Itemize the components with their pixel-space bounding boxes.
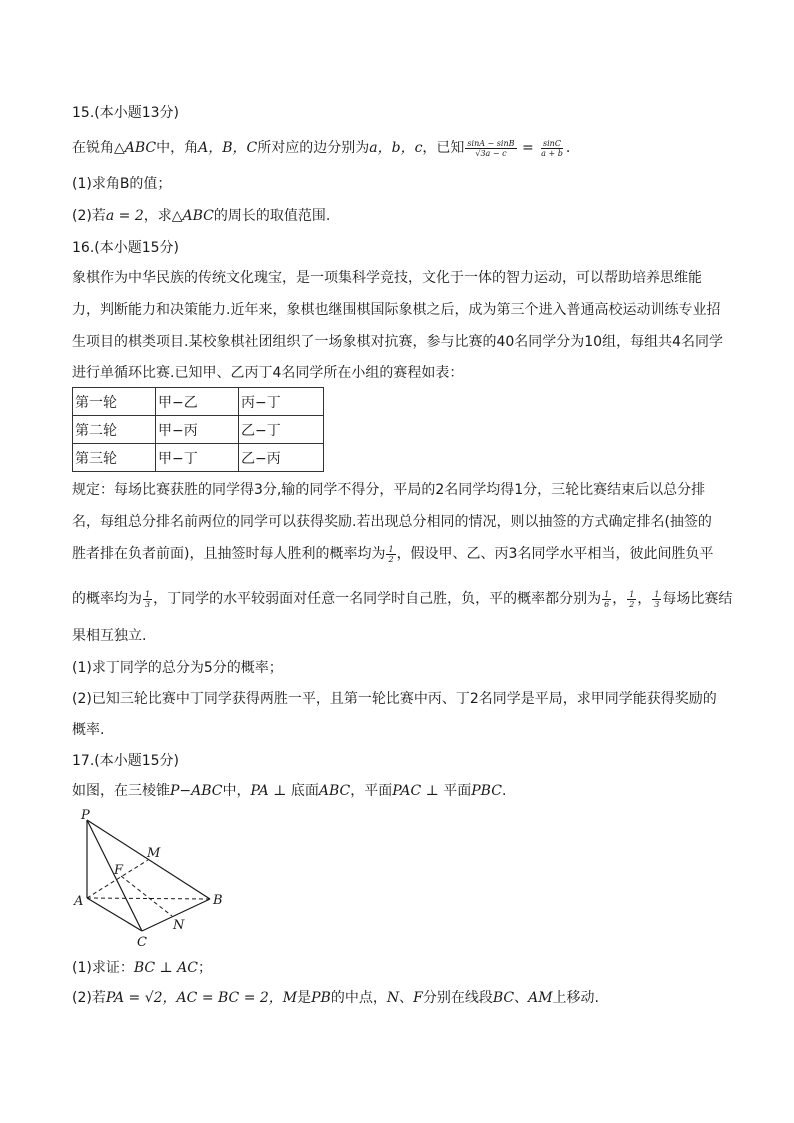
label-F: F: [114, 863, 124, 878]
q16-rule-line: 果相互独立.: [72, 628, 147, 644]
q16-paragraph-line: 进行单循环比赛.已知甲、乙丙丁4名同学所在小组的赛程如表：: [72, 365, 464, 381]
equals-sign: =: [517, 140, 539, 156]
q15-math: a，b，c: [369, 140, 423, 156]
fraction-one-half: [627, 590, 636, 609]
q17-math: ABC: [318, 783, 351, 799]
q15-text: 中，角: [156, 140, 199, 156]
q15-text: 在锐角: [72, 140, 114, 156]
label-A: A: [74, 894, 84, 909]
table-cell: 乙−丙: [239, 444, 324, 472]
q16-part2-cont: 概率.: [72, 722, 105, 738]
q17-math: PA = √2，AC = BC = 2，M: [105, 990, 298, 1006]
q16-part1: (1)求丁同学的总分为5分的概率；: [72, 660, 283, 676]
q17-text: 分别在线段: [422, 990, 493, 1006]
q15-part2: [72, 206, 330, 226]
q17-text: (2)若: [72, 990, 106, 1006]
fraction-numerator: sinC: [543, 138, 561, 148]
table-cell: 甲−乙: [156, 388, 239, 416]
pyramid-diagram: [72, 808, 232, 953]
q16-rule-line: [72, 589, 732, 609]
q17-math: P−ABC: [170, 783, 223, 799]
q16-text: 胜者排在负者前面)，且抽签时每人胜利的概率均为: [72, 546, 386, 562]
q16-text: 每场比赛结: [662, 591, 733, 607]
q17-math: PB: [311, 990, 331, 1006]
q16-rule-line: [72, 544, 713, 564]
q16-rule-line: 名，每组总分排名前两位的同学可以获得奖励.若出现总分相同的情况，则以抽签的方式确定排名(抽签的: [72, 514, 712, 530]
q16-paragraph-line: 生项目的棋类项目.某校象棋社团组织了一场象棋对抗赛，参与比赛的40名同学分为10组，每组共4名同学: [72, 334, 723, 350]
table-cell: 乙−丁: [239, 416, 324, 444]
q15-math: △ABC: [171, 208, 214, 224]
fraction-denominator: 2: [629, 599, 635, 609]
label-M: M: [147, 846, 161, 861]
q15-math: a = 2: [105, 208, 144, 224]
q17-text: 中，: [222, 783, 251, 799]
table-row: [73, 444, 324, 472]
q17-math: PAC ⊥: [392, 783, 444, 799]
q16-text: 的概率均为: [72, 591, 142, 607]
fraction-one-sixth: [602, 590, 611, 609]
q15-text: 所对应的边分别为: [257, 140, 370, 156]
table-cell: 第三轮: [73, 444, 156, 472]
q17-text: 上移动.: [552, 990, 599, 1006]
q15-stem: [72, 138, 570, 158]
q17-text: 平面: [443, 783, 472, 799]
q15-text: .: [565, 140, 571, 156]
q16-text: ，假设甲、乙、丙3名同学水平相当，彼此间胜负平: [396, 546, 714, 562]
q15-text: (2)若: [72, 208, 106, 224]
fraction-denominator: √3a − c: [475, 148, 507, 158]
q16-paragraph-line: 象棋作为中华民族的传统文化瑰宝，是一项集科学竞技，文化于一体的智力运动，可以帮助培养思维能: [72, 270, 702, 286]
fraction-denominator: 3: [145, 599, 151, 609]
q17-text: 的中点，: [330, 990, 387, 1006]
fraction-denominator: 2: [388, 554, 394, 564]
label-C: C: [137, 935, 147, 950]
q17-text: .: [501, 783, 507, 799]
fraction-one-half: [386, 545, 395, 564]
q17-text: 、: [399, 990, 414, 1006]
segment-FN-hidden: [121, 876, 172, 916]
q15-fraction-right: [539, 139, 565, 158]
q16-paragraph-line: 力，判断能力和决策能力.近年来，象棋也继围棋国际象棋之后，成为第三个进入普通高校运动训练专业招: [72, 302, 721, 318]
q17-math: N: [386, 990, 400, 1006]
label-P: P: [81, 808, 90, 823]
fraction-numerator: 1: [388, 544, 394, 554]
table-cell: 第二轮: [73, 416, 156, 444]
label-N: N: [173, 918, 185, 933]
q15-text: 的周长的取值范围.: [213, 208, 331, 224]
q16-header: 16.(本小题15分): [72, 240, 180, 256]
q16-rule-line: 规定：每场比赛获胜的同学得3分,输的同学不得分，平局的2名同学均得1分，三轮比赛结束后以总分排: [72, 482, 706, 498]
fraction-numerator: 1: [629, 589, 635, 599]
q17-part2: [72, 988, 599, 1008]
label-B: B: [213, 893, 223, 908]
fraction-numerator: sinA − sinB: [467, 138, 515, 148]
q15-fraction-left: [465, 139, 516, 158]
q17-part1: [72, 958, 212, 978]
fraction-numerator: 1: [654, 589, 660, 599]
q17-text: ；: [198, 960, 212, 976]
fraction-denominator: 3: [654, 599, 660, 609]
q17-text: 底面: [290, 783, 319, 799]
q17-math: AM: [528, 990, 553, 1006]
q16-text: ，丁同学的水平较弱面对任意一名同学时自己胜，负，平的概率都分别为: [153, 591, 602, 607]
q17-text: 如图，在三棱锥: [72, 783, 170, 799]
q15-math: A，B，C: [198, 140, 258, 156]
q17-text: (1)求证：: [72, 960, 134, 976]
q17-math: F: [413, 990, 423, 1006]
fraction-denominator: 6: [604, 599, 610, 609]
table-cell: 甲−丙: [156, 416, 239, 444]
q17-stem: [72, 781, 506, 801]
q17-math: BC: [492, 990, 515, 1006]
q17-math: PBC: [471, 783, 502, 799]
q15-math: △ABC: [114, 140, 157, 156]
table-row: [73, 416, 324, 444]
q17-header: 17.(本小题15分): [72, 753, 180, 769]
table-cell: 丙−丁: [239, 388, 324, 416]
q16-text: ，: [612, 591, 627, 607]
table-cell: 甲−丁: [156, 444, 239, 472]
fraction-numerator: 1: [145, 589, 151, 599]
q15-text: ，已知: [422, 140, 465, 156]
fraction-one-third: [143, 590, 152, 609]
q17-text: ，平面: [350, 783, 393, 799]
fraction-denominator: a + b: [541, 148, 563, 158]
table-cell: 第一轮: [73, 388, 156, 416]
fraction-numerator: 1: [604, 589, 610, 599]
q15-header: 15.(本小题13分): [72, 105, 180, 121]
q16-part2: (2)已知三轮比赛中丁同学获得两胜一平，且第一轮比赛中丙、丁2名同学是平局，求甲同学能获得奖励的: [72, 691, 717, 707]
q16-text: ，: [637, 591, 652, 607]
fraction-one-third: [652, 590, 661, 609]
q15-text: ，求: [143, 208, 172, 224]
q17-text: 是: [297, 990, 312, 1006]
table-row: [73, 388, 324, 416]
q17-math: PA ⊥: [250, 783, 291, 799]
q17-math: BC ⊥ AC: [133, 960, 198, 976]
q17-text: 、: [514, 990, 529, 1006]
schedule-table: [72, 387, 324, 472]
q15-part1: (1)求角B的值；: [72, 176, 172, 192]
